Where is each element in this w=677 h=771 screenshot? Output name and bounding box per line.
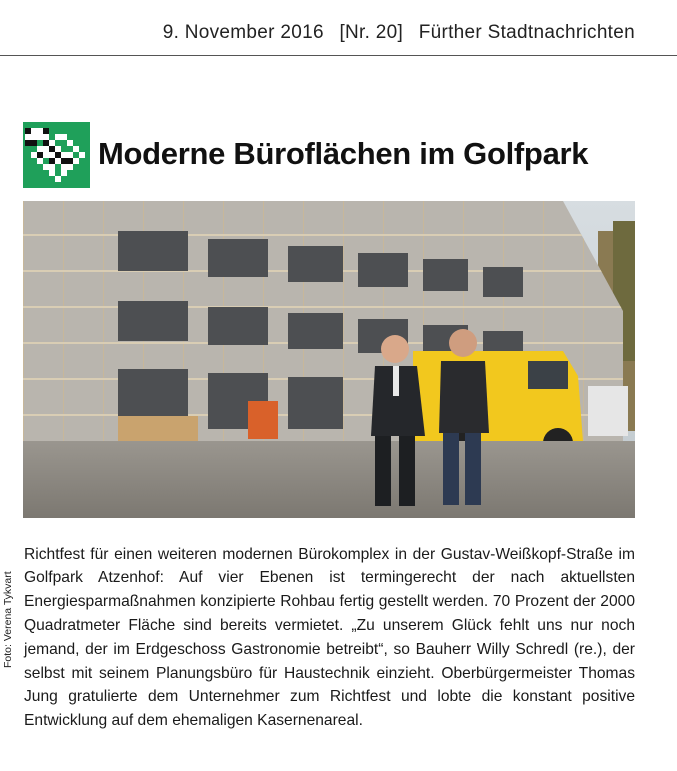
publication-name: Fürther Stadtnachrichten (418, 22, 635, 43)
page-header (163, 22, 635, 44)
header-rule (0, 55, 677, 56)
issue-number: [Nr. 20] (339, 22, 404, 43)
issue-date: 9. November 2016 (162, 22, 324, 43)
fuerth-clover-logo-icon (23, 122, 90, 188)
photo-credit (2, 518, 16, 668)
article-headline: Moderne Büroflächen im Golfpark (98, 136, 589, 171)
photo-credit-text: Foto: Verena Tykvart (2, 571, 14, 668)
article-photo (23, 201, 635, 518)
article-caption: Richtfest für einen weiteren modernen Bürokomplex in der Gustav-Weißkopf-Straße im Golfpark Atzenhof: Auf vier Ebenen ist termingerecht der nach aktuellsten Energiesparmaßnahmen konzipierte Rohbau fertig gestellt werden. 70 Prozent der 2000 Quadratmeter Fläche sind bereits vermietet. „Zu unserem Glück fehlt uns nur noch jemand, der im Erdgeschoss Gastronomie betreibt“, so Bauherr Willy Schredl (re.), der selbst mit seinem Planungsbüro für Haustechnik einzieht. Oberbürgermeister Thomas Jung gratulierte dem Unternehmer zum Richtfest und lobte die konstant positive Entwicklung auf dem ehemaligen Kasernenareal. (24, 545, 635, 730)
